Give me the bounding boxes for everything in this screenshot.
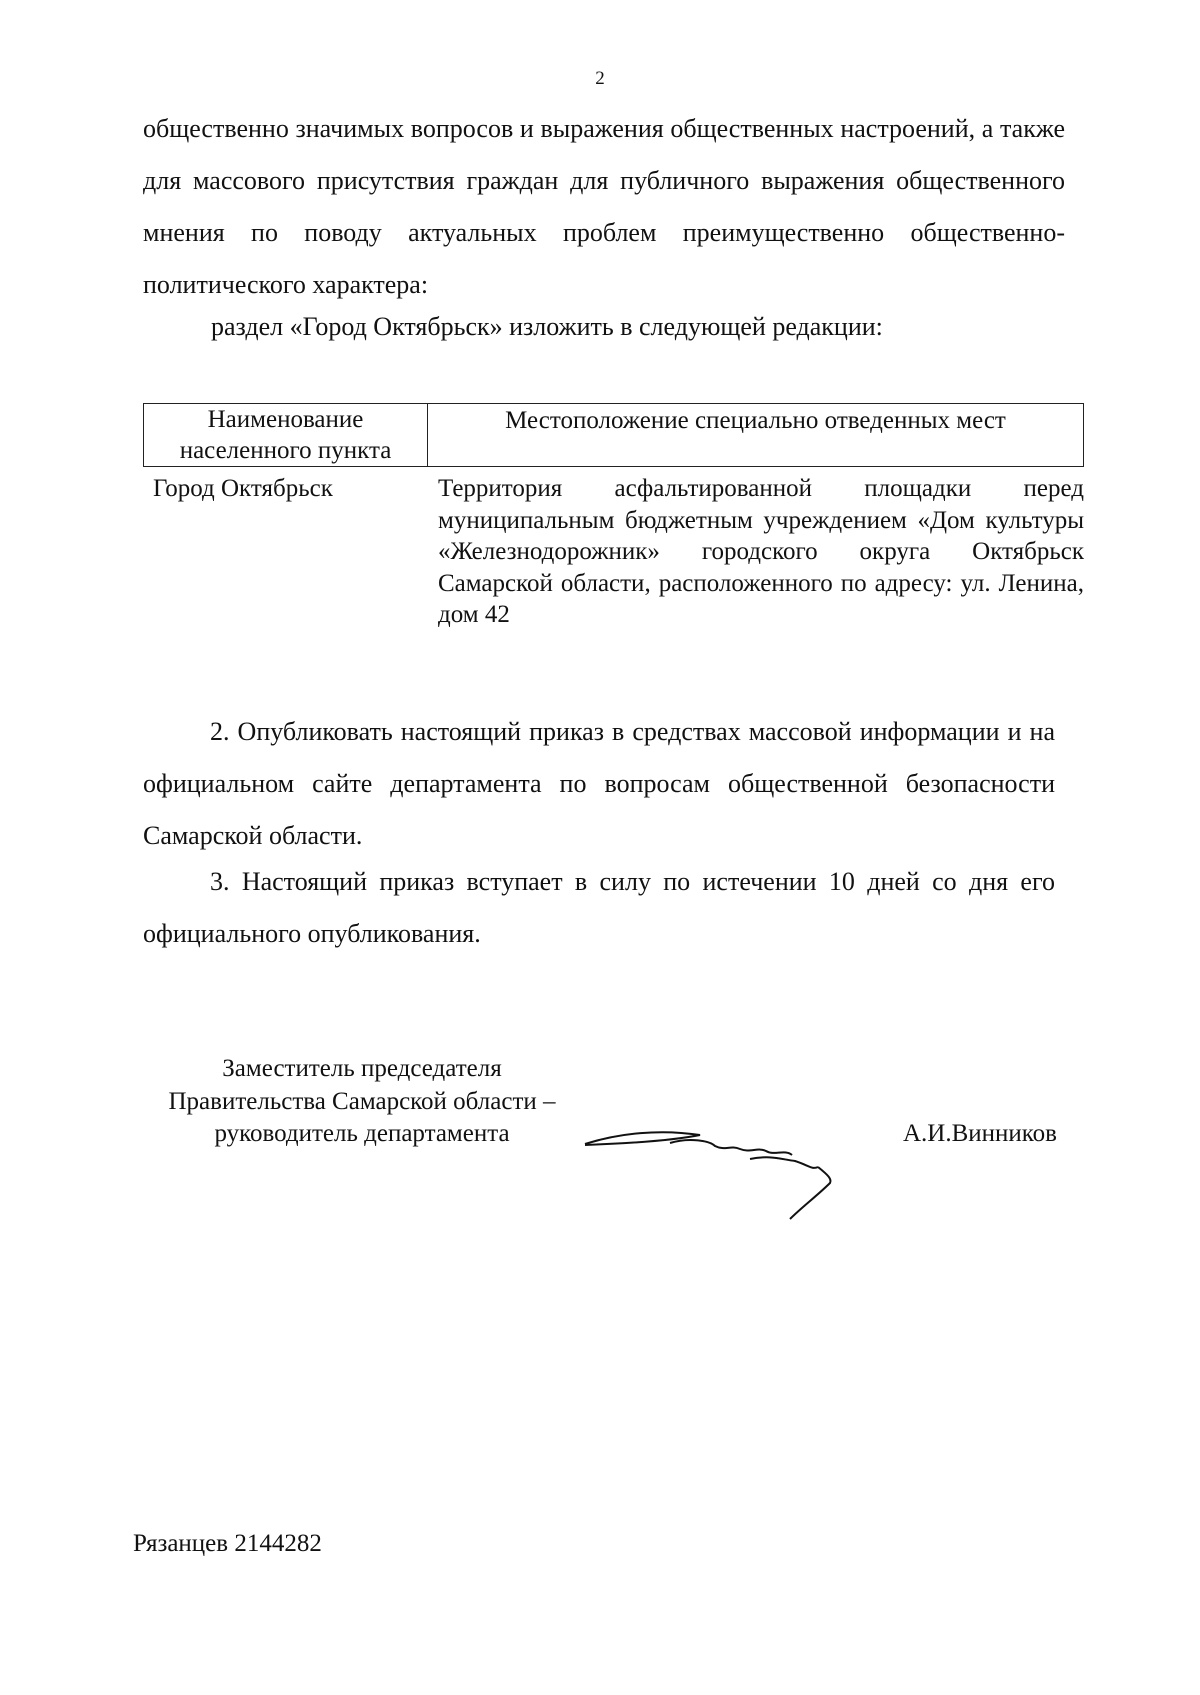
signatory-title-line2: Правительства Самарской области –	[168, 1087, 556, 1115]
signatory-title-line3: руководитель департамента	[214, 1120, 510, 1147]
table-header	[143, 403, 1084, 467]
signatory-name: А.И.Винников	[903, 1120, 1057, 1147]
row-settlement-name: Город Октябрьск	[153, 475, 333, 502]
item-3-paragraph: 3. Настоящий приказ вступает в силу по истечении 10 дней со дня его официального опубликования.	[143, 867, 1055, 948]
row-location: Территория асфальтированной площадки перед муниципальным бюджетным учреждением «Дом культуры «Железнодорожник» городского округа Октябрьск Самарской области, расположенного по адресу: ул. Ленина, дом 42	[438, 475, 1084, 628]
footer-contact: Рязанцев 2144282	[133, 1530, 322, 1557]
header-location: Местоположение специально отведенных мест	[505, 407, 1006, 434]
handwritten-signature	[580, 1115, 880, 1225]
signatory-title	[138, 1053, 586, 1151]
signatory-title-line1: Заместитель председателя	[222, 1055, 502, 1082]
header-settlement-name: Наименование населенного пункта	[144, 404, 428, 466]
locations-table	[143, 403, 1084, 631]
intro-paragraph: общественно значимых вопросов и выражения общественных настроений, а также для массового присутствия граждан для публичного выражения общественного мнения по поводу актуальных проблем преимущественно общественно-политического характера:	[143, 114, 1065, 299]
table-row	[143, 473, 1084, 631]
page-number: 2	[595, 68, 605, 89]
section-instruction: раздел «Город Октябрьск» изложить в следующей редакции:	[211, 312, 883, 341]
item-2-paragraph: 2. Опубликовать настоящий приказ в средствах массовой информации и на официальном сайте департамента по вопросам общественной безопасности Самарской области.	[143, 717, 1055, 850]
